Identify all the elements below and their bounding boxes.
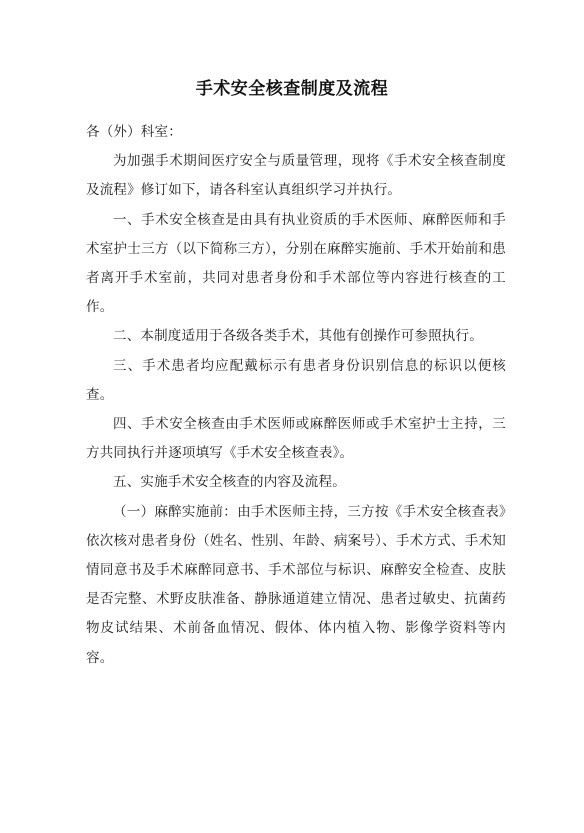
paragraph-section-4: 四、手术安全核查由手术医师或麻醉医师或手术室护士主持，三方共同执行并逐项填写《手术安全核查表》。 xyxy=(86,416,506,462)
document-title: 手术安全核查制度及流程 xyxy=(195,79,389,99)
paragraph-section-5: 五、实施手术安全核查的内容及流程。 xyxy=(113,474,346,491)
paragraph-section-2: 二、本制度适用于各级各类手术，其他有创操作可参照执行。 xyxy=(113,328,483,345)
paragraph-section-5-1: （一）麻醉实施前：由手术医师主持，三方按《手术安全核查表》依次核对患者身份（姓名、性别、年龄、病案号）、手术方式、手术知情同意书及手术麻醉同意书、手术部位与标识、麻醉安全检查、皮肤是否完整、术野皮肤准备、静脉通道建立情况、患者过敏史、抗菌药物皮试结果、术前备血情况、假体、体内植入物、影像学资料等内容。 xyxy=(86,503,506,666)
paragraph-intro: 为加强手术期间医疗安全与质量管理，现将《手术安全核查制度及流程》修订如下，请各科室认真组织学习并执行。 xyxy=(86,153,506,199)
salutation: 各（外）科室： xyxy=(86,124,182,140)
paragraph-section-1: 一、手术安全核查是由具有执业资质的手术医师、麻醉医师和手术室护士三方（以下简称三方），分别在麻醉实施前、手术开始前和患者离开手术室前，共同对患者身份和手术部位等内容进行核查的工作。 xyxy=(86,211,506,316)
paragraph-section-3: 三、手术患者均应配戴标示有患者身份识别信息的标识以便核查。 xyxy=(86,357,506,403)
document-body xyxy=(86,118,506,673)
